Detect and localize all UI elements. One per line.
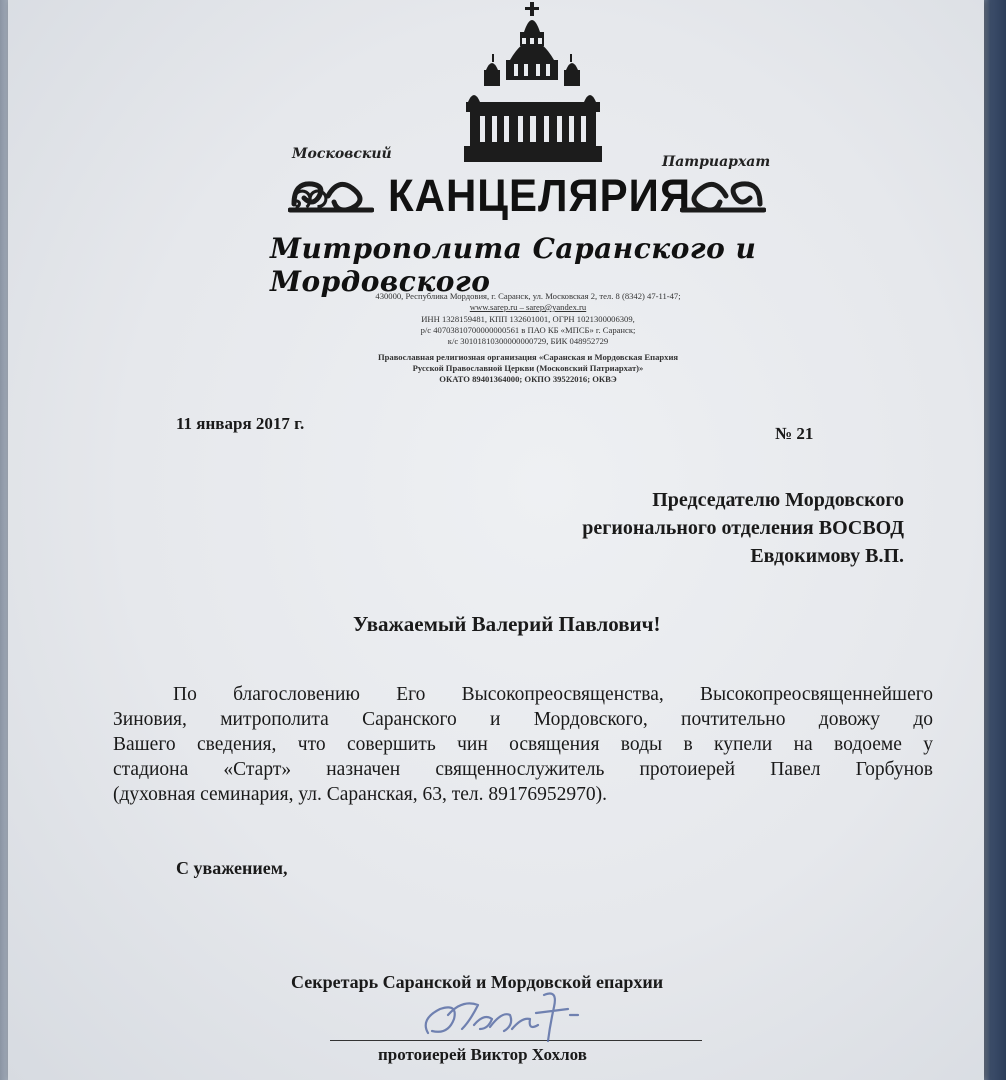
requisites-line: Православная религиозная организация «Саранская и Мордовская Епархия bbox=[377, 352, 679, 362]
scroll-ornament-right-icon bbox=[680, 174, 766, 216]
letterhead-right-tag: Патриархат bbox=[662, 154, 771, 170]
addressee-line: Председателю Мордовского bbox=[652, 489, 904, 511]
requisites-line: к/с 30101810300000000729, БИК 048952729 bbox=[447, 336, 609, 346]
requisites-line: ИНН 1328159481, КПП 132601001, ОГРН 1021300006309, bbox=[421, 314, 635, 324]
requisites-link[interactable]: www.sarep.ru – sarep@yandex.ru bbox=[469, 302, 587, 312]
letterhead-subtitle: Митрополита Саранского и Мордовского bbox=[270, 232, 757, 298]
closing: С уважением, bbox=[176, 858, 288, 878]
requisites-line: 430000, Республика Мордовия, г. Саранск, ул. Московская 2, тел. 8 (8342) 47-11-47; bbox=[375, 291, 681, 301]
addressee-line: Евдокимову В.П. bbox=[750, 545, 904, 567]
requisites-line: ОКАТО 89401364000; ОКПО 39522016; ОКВЭ bbox=[439, 374, 617, 384]
cathedral-emblem-icon bbox=[464, 2, 602, 162]
body-line: (духовная семинария, ул. Саранская, 63, тел. 89176952970). bbox=[113, 784, 607, 805]
letter-number: № 21 bbox=[775, 424, 814, 443]
letterhead-left-tag: Московский bbox=[292, 146, 392, 162]
scroll-ornament-left-icon bbox=[288, 174, 374, 216]
signer-name: протоиерей Виктор Хохлов bbox=[378, 1045, 587, 1064]
body-line: По благословению Его Высокопреосвященства, Высокопреосвященнейшего bbox=[173, 684, 933, 705]
requisites-line: Русской Православной Церкви (Московский Патриархат)» bbox=[412, 363, 644, 373]
letterhead-title: КАНЦЕЛЯРИЯ bbox=[388, 170, 692, 221]
addressee-line: регионального отделения ВОСВОД bbox=[582, 517, 904, 539]
body-line: Зиновия, митрополита Саранского и Мордовского, почтительно довожу до bbox=[113, 709, 933, 730]
requisites-line: р/с 40703810700000000561 в ПАО КБ «МПСБ» г. Саранск; bbox=[420, 325, 636, 335]
salutation: Уважаемый Валерий Павлович! bbox=[353, 612, 661, 636]
letter-date: 11 января 2017 г. bbox=[176, 414, 305, 433]
ornament-left-icon: ဢ bbox=[292, 172, 330, 216]
letter-page bbox=[8, 0, 984, 1080]
signer-title: Секретарь Саранской и Мордовской епархии bbox=[291, 972, 664, 992]
body-line: стадиона «Старт» назначен священнослужитель протоиерей Павел Горбунов bbox=[113, 759, 933, 780]
body-line: Вашего сведения, что совершить чин освящения воды в купели на водоеме у bbox=[113, 734, 933, 755]
